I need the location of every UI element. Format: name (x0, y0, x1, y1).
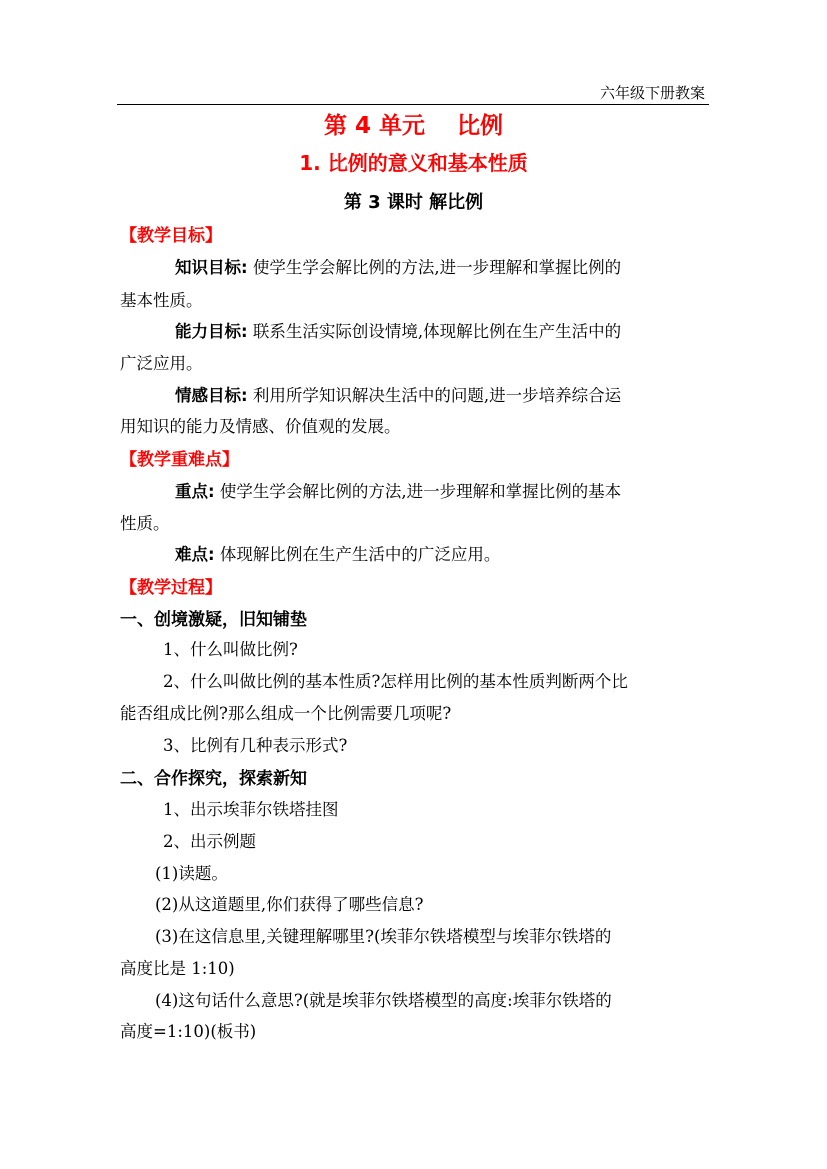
knowledge-text-cont: 基本性质。 (120, 291, 203, 310)
header-text: 六年级下册教案 (599, 84, 705, 102)
part2-step-2: (2)从这道题里,你们获得了哪些信息? (155, 895, 424, 914)
key-text-cont: 性质。 (120, 514, 170, 533)
part1-question-2: 2、什么叫做比例的基本性质?怎样用比例的基本性质判断两个比 (163, 672, 628, 691)
part2-step-4-cont: 高度=1:10)(板书) (120, 1022, 257, 1041)
knowledge-label: 知识目标: (175, 258, 248, 277)
emotion-text-cont: 用知识的能力及情感、价值观的发展。 (120, 417, 401, 436)
ability-label: 能力目标: (175, 322, 248, 341)
page-header (117, 82, 709, 105)
process-heading: 【教学过程】 (120, 578, 222, 598)
knowledge-text: 使学生学会解比例的方法,进一步理解和掌握比例的 (252, 258, 622, 277)
knowledge-goal (175, 254, 621, 278)
part2-step-3-cont: 高度比是 1:10) (120, 959, 235, 978)
part1-question-3: 3、比例有几种表示形式? (163, 736, 348, 755)
part2-item-2: 2、出示例题 (163, 832, 256, 851)
goals-heading: 【教学目标】 (120, 226, 222, 246)
emotion-label: 情感目标: (175, 386, 248, 405)
difficult-point (175, 541, 500, 565)
part1-question-1: 1、什么叫做比例? (163, 640, 298, 659)
difficult-text: 体现解比例在生产生活中的广泛应用。 (219, 545, 501, 564)
section-title: 1. 比例的意义和基本性质 (299, 151, 528, 175)
emotion-text: 利用所学知识解决生活中的问题,进一步培养综合运 (252, 386, 622, 405)
part1-title: 一、创境激疑，旧知铺垫 (120, 610, 307, 630)
difficult-label: 难点: (175, 545, 215, 564)
unit-title: 第 4 单元 比例 (323, 113, 504, 139)
key-text: 使学生学会解比例的方法,进一步理解和掌握比例的基本 (219, 482, 622, 501)
part2-step-1: (1)读题。 (155, 864, 228, 883)
emotion-goal (175, 382, 621, 406)
part2-title: 二、合作探究，探索新知 (120, 769, 307, 789)
key-point (175, 478, 621, 502)
key-label: 重点: (175, 482, 215, 501)
ability-text: 联系生活实际创设情境,体现解比例在生产生活中的 (252, 322, 622, 341)
ability-text-cont: 广泛应用。 (120, 354, 203, 373)
part2-step-3: (3)在这信息里,关键理解哪里?(埃菲尔铁塔模型与埃菲尔铁塔的 (155, 927, 612, 946)
part1-question-2-cont: 能否组成比例?那么组成一个比例需要几项呢? (120, 704, 452, 723)
part2-item-1: 1、出示埃菲尔铁塔挂图 (163, 800, 339, 819)
lesson-title: 第 3 课时 解比例 (343, 192, 484, 213)
ability-goal (175, 318, 621, 342)
key-points-heading: 【教学重难点】 (120, 450, 239, 470)
part2-step-4: (4)这句话什么意思?(就是埃菲尔铁塔模型的高度:埃菲尔铁塔的 (155, 991, 612, 1010)
